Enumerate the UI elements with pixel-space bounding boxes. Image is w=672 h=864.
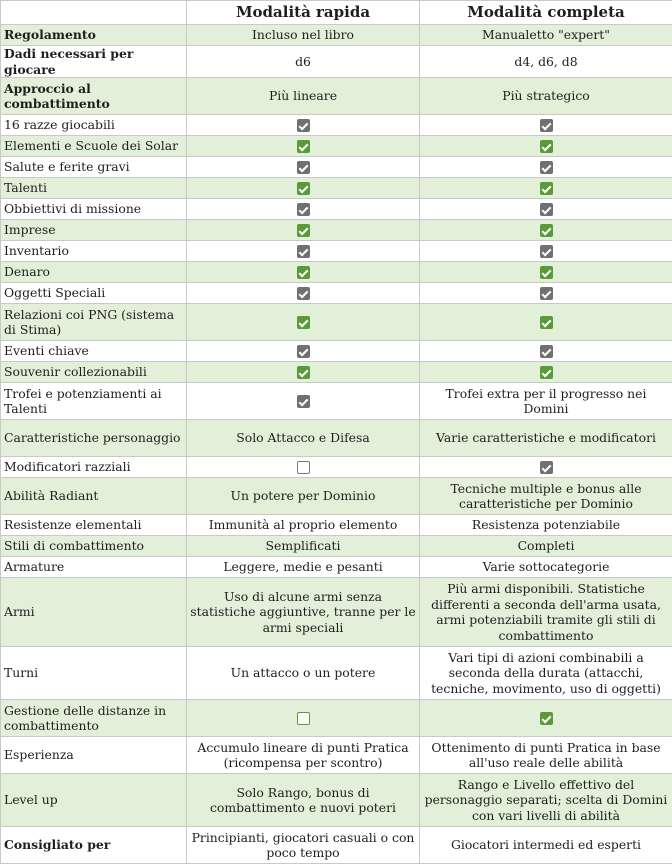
row-label: Level up (1, 774, 187, 827)
checkbox-checked-icon (297, 182, 310, 195)
table-row (1, 420, 672, 457)
cell-rapida-text: Solo Rango, bonus di combattimento e nuovi poteri (187, 774, 420, 827)
checkbox-checked-icon (540, 461, 553, 474)
cell-rapida-text: Accumulo lineare di punti Pratica (ricompensa per scontro) (187, 737, 420, 774)
header-modalita-completa: Modalità completa (420, 1, 672, 25)
checkbox-checked-icon (540, 366, 553, 379)
cell-completa (420, 341, 672, 362)
table-row (1, 478, 672, 515)
cell-rapida (187, 700, 420, 737)
row-label: Modificatori razziali (1, 457, 187, 478)
table-row (1, 774, 672, 827)
cell-completa (420, 457, 672, 478)
row-label: Turni (1, 647, 187, 700)
cell-rapida-text: Solo Attacco e Difesa (187, 420, 420, 457)
checkbox-checked-icon (540, 119, 553, 132)
checkbox-checked-icon (297, 366, 310, 379)
cell-completa-text: Giocatori intermedi ed esperti (420, 827, 672, 864)
cell-rapida (187, 199, 420, 220)
checkbox-checked-icon (540, 140, 553, 153)
cell-completa-text: d4, d6, d8 (420, 46, 672, 78)
table-row (1, 199, 672, 220)
checkbox-checked-icon (297, 224, 310, 237)
cell-rapida-text: Semplificati (187, 536, 420, 557)
checkbox-checked-icon (540, 182, 553, 195)
row-label: Denaro (1, 262, 187, 283)
cell-completa (420, 241, 672, 262)
cell-rapida (187, 241, 420, 262)
cell-rapida (187, 383, 420, 420)
row-label: Talenti (1, 178, 187, 199)
cell-completa-text: Vari tipi di azioni combinabili a seconda della durata (attacchi, tecniche, movimento, uso di oggetti) (420, 647, 672, 700)
table-row (1, 136, 672, 157)
row-label: Elementi e Scuole dei Solar (1, 136, 187, 157)
table-row (1, 737, 672, 774)
table-row (1, 457, 672, 478)
header-row (1, 1, 672, 25)
checkbox-checked-icon (297, 119, 310, 132)
cell-rapida-text: Principianti, giocatori casuali o con poco tempo (187, 827, 420, 864)
checkbox-checked-icon (297, 203, 310, 216)
row-label: Armi (1, 578, 187, 647)
cell-rapida-text: Incluso nel libro (187, 25, 420, 46)
table-row (1, 78, 672, 115)
cell-completa-text: Tecniche multiple e bonus alle caratteristiche per Dominio (420, 478, 672, 515)
checkbox-checked-icon (540, 712, 553, 725)
table-row (1, 362, 672, 383)
checkbox-checked-icon (297, 161, 310, 174)
table-row (1, 157, 672, 178)
cell-completa-text: Manualetto "expert" (420, 25, 672, 46)
row-label: Regolamento (1, 25, 187, 46)
row-label: Dadi necessari per giocare (1, 46, 187, 78)
checkbox-checked-icon (297, 287, 310, 300)
cell-rapida-text: Leggere, medie e pesanti (187, 557, 420, 578)
table-body (1, 25, 672, 864)
table-row (1, 115, 672, 136)
header-modalita-rapida: Modalità rapida (187, 1, 420, 25)
row-label: Inventario (1, 241, 187, 262)
cell-completa (420, 283, 672, 304)
cell-rapida-text: Un attacco o un potere (187, 647, 420, 700)
cell-completa-text: Varie caratteristiche e modificatori (420, 420, 672, 457)
row-label: Gestione delle distanze in combattimento (1, 700, 187, 737)
cell-rapida (187, 457, 420, 478)
cell-rapida (187, 341, 420, 362)
cell-completa (420, 136, 672, 157)
checkbox-checked-icon (297, 266, 310, 279)
row-label: Obbiettivi di missione (1, 199, 187, 220)
table-row (1, 220, 672, 241)
row-label: Souvenir collezionabili (1, 362, 187, 383)
cell-rapida (187, 136, 420, 157)
table-row (1, 578, 672, 647)
table-row (1, 515, 672, 536)
cell-rapida-text: Più lineare (187, 78, 420, 115)
table-row (1, 241, 672, 262)
cell-completa (420, 362, 672, 383)
cell-completa (420, 115, 672, 136)
table-row (1, 341, 672, 362)
checkbox-empty-icon (297, 461, 310, 474)
cell-rapida (187, 178, 420, 199)
table-row (1, 647, 672, 700)
cell-rapida (187, 362, 420, 383)
cell-completa (420, 700, 672, 737)
checkbox-checked-icon (297, 316, 310, 329)
row-label: Stili di combattimento (1, 536, 187, 557)
checkbox-checked-icon (540, 316, 553, 329)
checkbox-checked-icon (297, 345, 310, 358)
cell-completa (420, 262, 672, 283)
row-label: Resistenze elementali (1, 515, 187, 536)
cell-rapida-text: d6 (187, 46, 420, 78)
row-label: Esperienza (1, 737, 187, 774)
checkbox-checked-icon (297, 395, 310, 408)
table-row (1, 25, 672, 46)
checkbox-checked-icon (540, 161, 553, 174)
cell-completa (420, 304, 672, 341)
table-row (1, 262, 672, 283)
row-label: Salute e ferite gravi (1, 157, 187, 178)
cell-rapida (187, 283, 420, 304)
row-label: Relazioni coi PNG (sistema di Stima) (1, 304, 187, 341)
table-row (1, 536, 672, 557)
row-label: 16 razze giocabili (1, 115, 187, 136)
cell-completa-text: Più armi disponibili. Statistiche differenti a seconda dell'arma usata, armi potenziabili tramite gli stili di combattimento (420, 578, 672, 647)
checkbox-checked-icon (540, 345, 553, 358)
cell-completa (420, 199, 672, 220)
checkbox-checked-icon (540, 203, 553, 216)
row-label: Consigliato per (1, 827, 187, 864)
cell-completa (420, 220, 672, 241)
row-label: Abilità Radiant (1, 478, 187, 515)
cell-rapida (187, 262, 420, 283)
table-row (1, 383, 672, 420)
cell-completa (420, 157, 672, 178)
table-row (1, 46, 672, 78)
checkbox-checked-icon (540, 245, 553, 258)
cell-rapida-text: Un potere per Dominio (187, 478, 420, 515)
table-row (1, 557, 672, 578)
cell-rapida (187, 157, 420, 178)
row-label: Armature (1, 557, 187, 578)
row-label: Approccio al combattimento (1, 78, 187, 115)
cell-completa-text: Resistenza potenziabile (420, 515, 672, 536)
row-label: Eventi chiave (1, 341, 187, 362)
checkbox-empty-icon (297, 712, 310, 725)
checkbox-checked-icon (540, 224, 553, 237)
table-row (1, 827, 672, 864)
row-label: Trofei e potenziamenti ai Talenti (1, 383, 187, 420)
table-row (1, 700, 672, 737)
cell-completa-text: Varie sottocategorie (420, 557, 672, 578)
checkbox-checked-icon (297, 245, 310, 258)
cell-rapida-text: Uso di alcune armi senza statistiche aggiuntive, tranne per le armi speciali (187, 578, 420, 647)
cell-completa (420, 178, 672, 199)
cell-rapida (187, 220, 420, 241)
cell-rapida (187, 115, 420, 136)
checkbox-checked-icon (540, 287, 553, 300)
cell-rapida-text: Immunità al proprio elemento (187, 515, 420, 536)
cell-completa-text: Trofei extra per il progresso nei Domini (420, 383, 672, 420)
checkbox-checked-icon (540, 266, 553, 279)
checkbox-checked-icon (297, 140, 310, 153)
cell-completa-text: Completi (420, 536, 672, 557)
row-label: Oggetti Speciali (1, 283, 187, 304)
row-label: Caratteristiche personaggio (1, 420, 187, 457)
table-row (1, 178, 672, 199)
table-row (1, 283, 672, 304)
header-corner (1, 1, 187, 25)
cell-completa-text: Più strategico (420, 78, 672, 115)
table-row (1, 304, 672, 341)
cell-completa-text: Rango e Livello effettivo del personaggio separati; scelta di Domini con vari livelli di abilità (420, 774, 672, 827)
row-label: Imprese (1, 220, 187, 241)
cell-completa-text: Ottenimento di punti Pratica in base all'uso reale delle abilità (420, 737, 672, 774)
cell-rapida (187, 304, 420, 341)
